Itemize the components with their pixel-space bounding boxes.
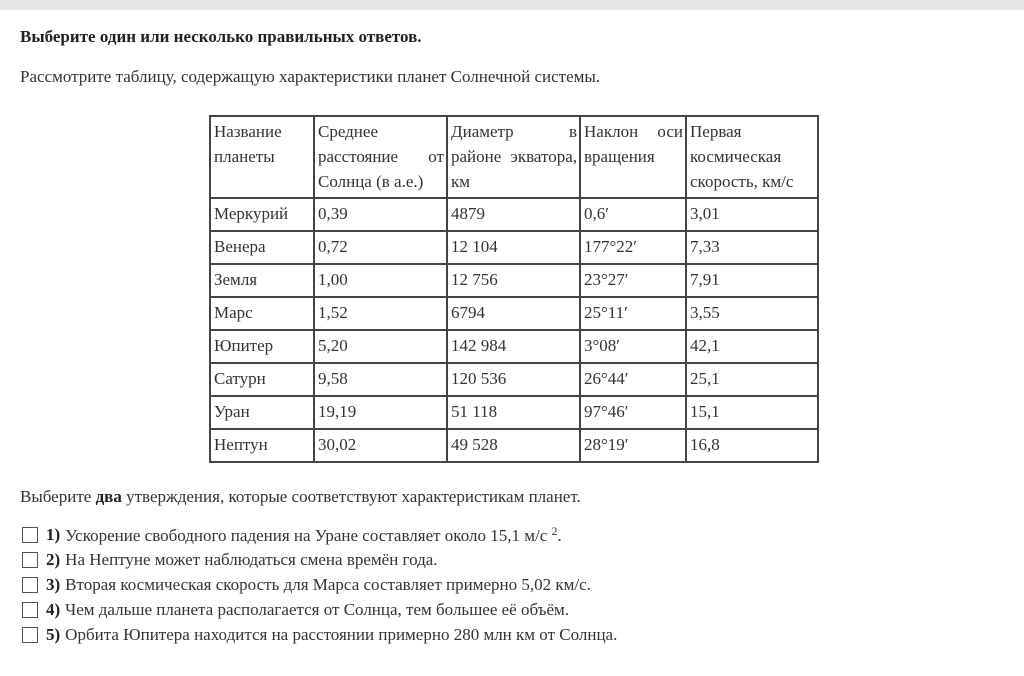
option-text-tail: . bbox=[557, 525, 562, 545]
header-axis-tilt: Наклон оси вращения bbox=[580, 116, 686, 198]
answer-option-4[interactable] bbox=[22, 597, 617, 622]
answer-options bbox=[22, 522, 617, 647]
cell-velocity: 15,1 bbox=[686, 396, 818, 429]
cell-tilt: 3°08′ bbox=[580, 330, 686, 363]
instruction-text: Выберите один или несколько правильных ответов. bbox=[20, 27, 422, 46]
option-text: Орбита Юпитера находится на расстоянии примерно 280 млн км от Солнца. bbox=[65, 624, 618, 644]
table-row bbox=[210, 198, 818, 231]
cell-diameter: 12 104 bbox=[447, 231, 580, 264]
cell-velocity: 25,1 bbox=[686, 363, 818, 396]
checkbox-1[interactable] bbox=[22, 527, 38, 543]
option-text: На Нептуне может наблюдаться смена времён года. bbox=[65, 549, 438, 569]
header-orbital-velocity: Первая космическая скорость, км/с bbox=[686, 116, 818, 198]
answer-option-1[interactable] bbox=[22, 522, 617, 547]
top-bar bbox=[0, 0, 1024, 10]
option-text: Чем дальше планета располагается от Солнца, тем большее её объём. bbox=[65, 599, 570, 619]
header-planet-name: Название планеты bbox=[210, 116, 314, 198]
cell-tilt: 28°19′ bbox=[580, 429, 686, 462]
table-row bbox=[210, 297, 818, 330]
option-number: 2) bbox=[46, 549, 61, 569]
cell-velocity: 16,8 bbox=[686, 429, 818, 462]
cell-diameter: 12 756 bbox=[447, 264, 580, 297]
table-row bbox=[210, 264, 818, 297]
cell-planet: Меркурий bbox=[210, 198, 314, 231]
cell-tilt: 97°46′ bbox=[580, 396, 686, 429]
answer-option-5[interactable] bbox=[22, 622, 617, 647]
option-text bbox=[65, 524, 562, 546]
cell-distance: 0,39 bbox=[314, 198, 447, 231]
option-number: 3) bbox=[46, 574, 61, 594]
cell-tilt: 177°22′ bbox=[580, 231, 686, 264]
table-row bbox=[210, 330, 818, 363]
header-distance: Среднее расстояние от Солнца (в а.е.) bbox=[314, 116, 447, 198]
question-bold: два bbox=[95, 487, 122, 506]
cell-planet: Марс bbox=[210, 297, 314, 330]
question-before: Выберите bbox=[20, 487, 96, 506]
answer-option-2[interactable] bbox=[22, 547, 617, 572]
cell-tilt: 26°44′ bbox=[580, 363, 686, 396]
checkbox-4[interactable] bbox=[22, 602, 38, 618]
option-number: 4) bbox=[46, 599, 61, 619]
table-row bbox=[210, 429, 818, 462]
option-superscript: 2 bbox=[551, 523, 558, 538]
cell-distance: 5,20 bbox=[314, 330, 447, 363]
cell-tilt: 23°27′ bbox=[580, 264, 686, 297]
cell-planet: Венера bbox=[210, 231, 314, 264]
cell-planet: Нептун bbox=[210, 429, 314, 462]
cell-distance: 30,02 bbox=[314, 429, 447, 462]
cell-distance: 1,52 bbox=[314, 297, 447, 330]
cell-diameter: 49 528 bbox=[447, 429, 580, 462]
checkbox-2[interactable] bbox=[22, 552, 38, 568]
cell-planet: Земля bbox=[210, 264, 314, 297]
cell-velocity: 3,01 bbox=[686, 198, 818, 231]
option-text-main: Ускорение свободного падения на Уране составляет около 15,1 м/с bbox=[65, 525, 548, 545]
cell-diameter: 142 984 bbox=[447, 330, 580, 363]
checkbox-5[interactable] bbox=[22, 627, 38, 643]
cell-planet: Юпитер bbox=[210, 330, 314, 363]
cell-velocity: 3,55 bbox=[686, 297, 818, 330]
intro-text: Рассмотрите таблицу, содержащую характеристики планет Солнечной системы. bbox=[20, 67, 601, 86]
cell-tilt: 0,6′ bbox=[580, 198, 686, 231]
table-header-row bbox=[210, 116, 818, 198]
table-row bbox=[210, 396, 818, 429]
option-number: 5) bbox=[46, 624, 61, 644]
cell-velocity: 7,91 bbox=[686, 264, 818, 297]
planets-table bbox=[209, 115, 819, 463]
cell-distance: 9,58 bbox=[314, 363, 447, 396]
header-diameter: Диаметр в районе экватора, км bbox=[447, 116, 580, 198]
cell-diameter: 51 118 bbox=[447, 396, 580, 429]
cell-diameter: 4879 bbox=[447, 198, 580, 231]
cell-planet: Сатурн bbox=[210, 363, 314, 396]
table-row bbox=[210, 231, 818, 264]
answer-option-3[interactable] bbox=[22, 572, 617, 597]
cell-diameter: 6794 bbox=[447, 297, 580, 330]
cell-diameter: 120 536 bbox=[447, 363, 580, 396]
cell-distance: 1,00 bbox=[314, 264, 447, 297]
cell-distance: 0,72 bbox=[314, 231, 447, 264]
cell-distance: 19,19 bbox=[314, 396, 447, 429]
cell-velocity: 42,1 bbox=[686, 330, 818, 363]
cell-tilt: 25°11′ bbox=[580, 297, 686, 330]
question-after: утверждения, которые соответствуют характеристикам планет. bbox=[121, 487, 581, 506]
cell-velocity: 7,33 bbox=[686, 231, 818, 264]
question-text bbox=[20, 487, 581, 507]
option-text: Вторая космическая скорость для Марса составляет примерно 5,02 км/с. bbox=[65, 574, 591, 594]
cell-planet: Уран bbox=[210, 396, 314, 429]
table-row bbox=[210, 363, 818, 396]
checkbox-3[interactable] bbox=[22, 577, 38, 593]
option-number: 1) bbox=[46, 524, 61, 544]
